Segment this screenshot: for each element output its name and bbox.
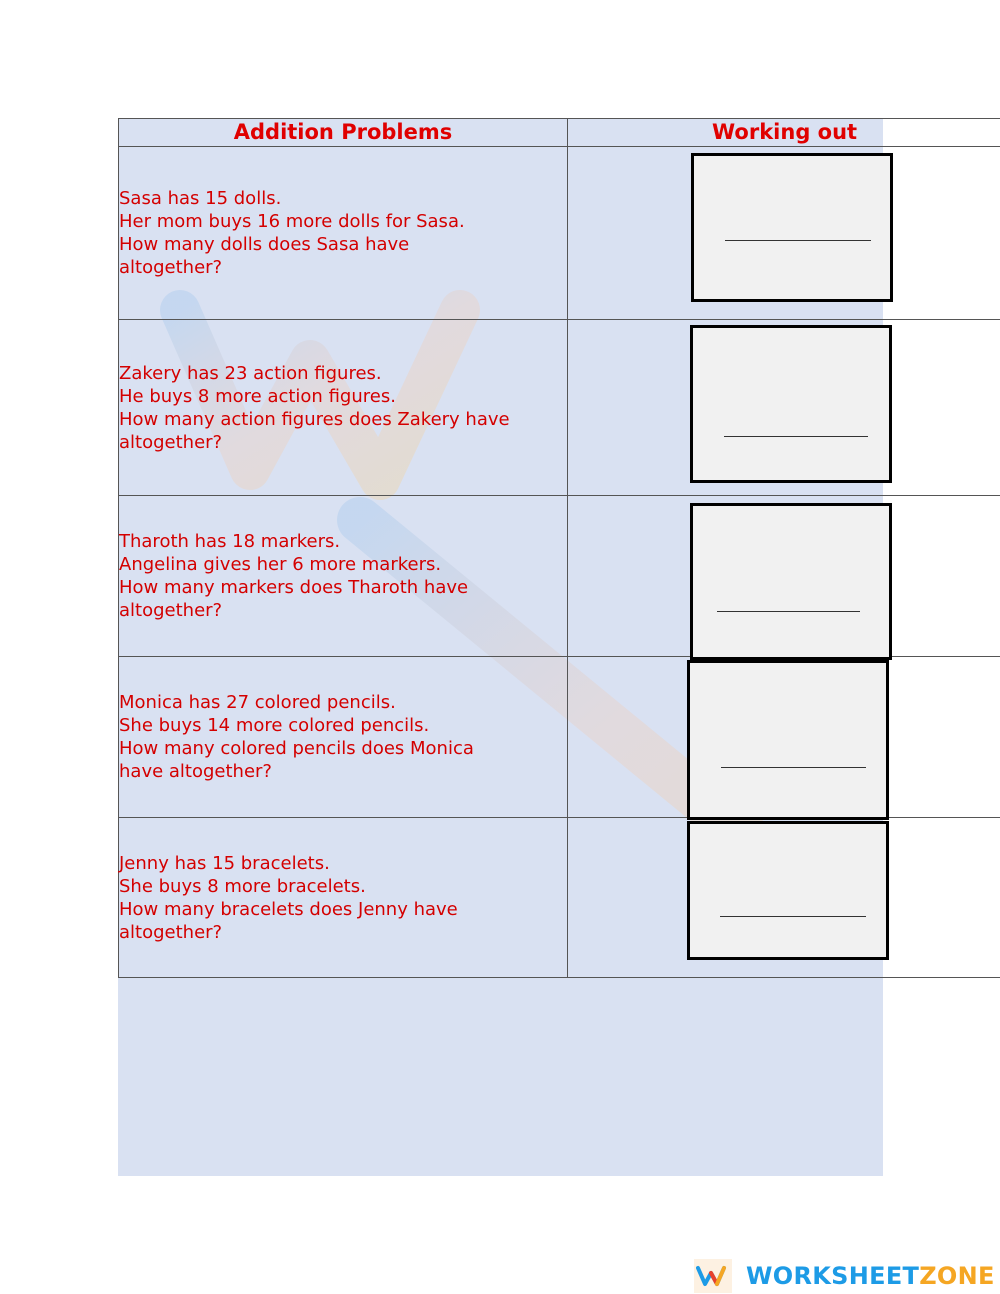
header-working-out: Working out xyxy=(568,119,1000,147)
problem-line: altogether? xyxy=(119,600,223,621)
problem-text xyxy=(119,320,568,496)
answer-box[interactable] xyxy=(691,153,893,302)
problem-line: Jenny has 15 bracelets. xyxy=(119,852,330,874)
problem-line: How many bracelets does Jenny have xyxy=(119,898,458,920)
answer-box[interactable] xyxy=(690,325,892,483)
table-row xyxy=(119,657,1000,818)
brand-part-zone: ZONE xyxy=(919,1262,995,1290)
working-out-cell xyxy=(568,657,1000,818)
answer-box[interactable] xyxy=(687,660,889,820)
worksheetzone-logo-icon xyxy=(694,1259,732,1293)
problem-line: How many colored pencils does Monica xyxy=(119,738,474,759)
worksheetzone-wordmark xyxy=(746,1262,995,1290)
problem-line: Zakery has 23 action figures. xyxy=(119,362,382,384)
answer-line xyxy=(720,916,866,917)
table-row xyxy=(119,818,1000,978)
brand-part-worksheet: WORKSHEET xyxy=(746,1262,920,1290)
worksheetzone-brand xyxy=(694,1259,995,1293)
working-out-cell xyxy=(568,320,1000,496)
problem-line: Tharoth has 18 markers. xyxy=(119,531,341,552)
problem-line: She buys 8 more bracelets. xyxy=(119,875,366,897)
table-row xyxy=(119,147,1000,320)
problem-line: How many action figures does Zakery have xyxy=(119,408,510,430)
problem-text xyxy=(119,147,568,320)
problem-text xyxy=(119,818,568,978)
problem-text xyxy=(119,657,568,818)
problem-line: Monica has 27 colored pencils. xyxy=(119,692,396,713)
table-header-row xyxy=(119,119,1000,147)
problem-line: have altogether? xyxy=(119,761,272,782)
problem-line: He buys 8 more action figures. xyxy=(119,385,396,407)
problem-line: How many markers does Tharoth have xyxy=(119,577,469,598)
problem-text xyxy=(119,496,568,657)
problem-line: altogether? xyxy=(119,921,223,943)
working-out-cell xyxy=(568,818,1000,978)
problem-line: altogether? xyxy=(119,257,223,278)
answer-line xyxy=(725,240,871,241)
problem-line: How many dolls does Sasa have xyxy=(119,234,410,255)
addition-problems-table xyxy=(118,118,1000,978)
table-row xyxy=(119,496,1000,657)
problem-line: Her mom buys 16 more dolls for Sasa. xyxy=(119,211,465,232)
problem-line: Sasa has 15 dolls. xyxy=(119,188,282,209)
working-out-cell xyxy=(568,496,1000,657)
answer-line xyxy=(717,611,860,612)
answer-box[interactable] xyxy=(690,503,892,660)
answer-line xyxy=(724,436,868,437)
working-out-cell xyxy=(568,147,1000,320)
table-row xyxy=(119,320,1000,496)
problem-line: She buys 14 more colored pencils. xyxy=(119,715,430,736)
problem-line: altogether? xyxy=(119,431,223,453)
answer-line xyxy=(721,767,866,768)
problem-line: Angelina gives her 6 more markers. xyxy=(119,554,442,575)
answer-box[interactable] xyxy=(687,821,889,960)
header-addition-problems: Addition Problems xyxy=(119,119,568,147)
